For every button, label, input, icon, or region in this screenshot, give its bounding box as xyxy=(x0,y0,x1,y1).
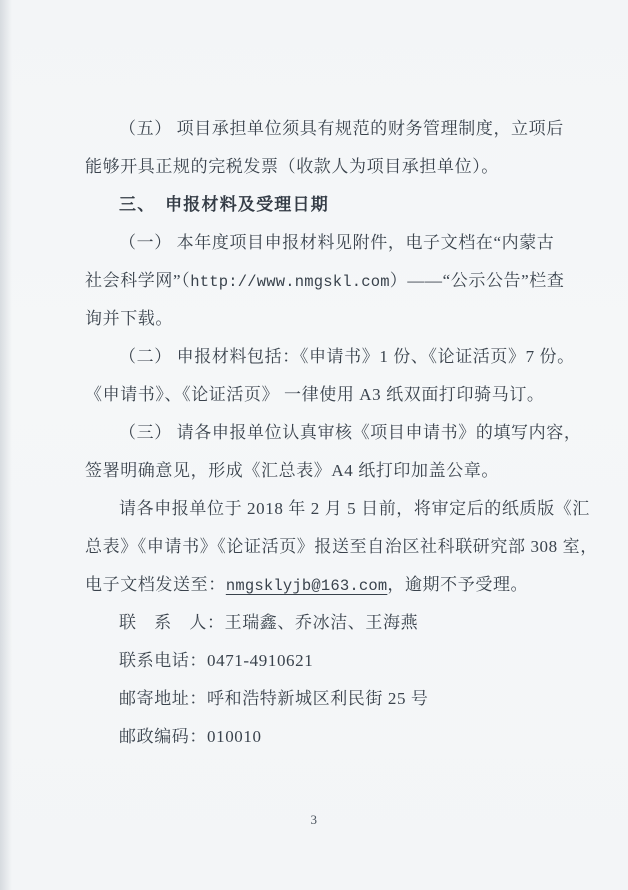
deadline-paragraph-line-1: 请各申报单位于 2018 年 2 月 5 日前，将审定后的纸质版《汇 xyxy=(119,499,590,518)
website-url: http://www.nmgskl.com xyxy=(190,273,390,291)
paragraph-5-line-2: 能够开具正规的完税发票（收款人为项目承担单位）。 xyxy=(85,157,499,176)
paragraph-5-line-1: （五） 项目承担单位须具有规范的财务管理制度，立项后 xyxy=(119,119,564,138)
email-address: nmgsklyjb@163.com xyxy=(225,577,388,595)
item-2-line-2: 《申请书》、《论证活页》 一律使用 A3 纸双面打印骑马订。 xyxy=(85,385,545,404)
page-number: 3 xyxy=(310,812,318,827)
email-prefix-text: 电子文档发送至： xyxy=(85,575,226,594)
item-1-line-2 xyxy=(85,262,565,300)
url-suffix-text: ）——“公示公告”栏查 xyxy=(389,271,565,290)
item-3-line-1: （三） 请各申报单位认真审核《项目申请书》的填写内容， xyxy=(119,423,582,442)
section-heading: 三、 申报材料及受理日期 xyxy=(119,195,329,214)
url-prefix-text: 社会科学网”（ xyxy=(85,271,191,290)
postal-code-line: 邮政编码：010010 xyxy=(119,727,262,746)
document-body xyxy=(85,110,598,756)
item-3-line-2: 签署明确意见，形成《汇总表》A4 纸打印加盖公章。 xyxy=(85,461,500,480)
contact-phone-line: 联系电话：0471-4910621 xyxy=(119,651,314,670)
mailing-address-line: 邮寄地址：呼和浩特新城区利民街 25 号 xyxy=(119,689,429,708)
item-1-line-1: （一） 本年度项目申报材料见附件，电子文档在“内蒙古 xyxy=(119,233,555,252)
email-suffix-text: ，逾期不予受理。 xyxy=(387,575,529,594)
deadline-paragraph-line-2: 总表》《申请书》《论证活页》报送至自治区社科联研究部 308 室， xyxy=(85,537,598,556)
contact-person-line: 联 系 人：王瑞鑫、乔冰洁、王海燕 xyxy=(119,613,419,632)
item-1-line-3: 询并下载。 xyxy=(85,309,173,328)
item-2-line-1: （二） 申报材料包括：《申请书》1 份、《论证活页》7 份。 xyxy=(119,347,575,366)
deadline-paragraph-line-3 xyxy=(85,566,549,604)
